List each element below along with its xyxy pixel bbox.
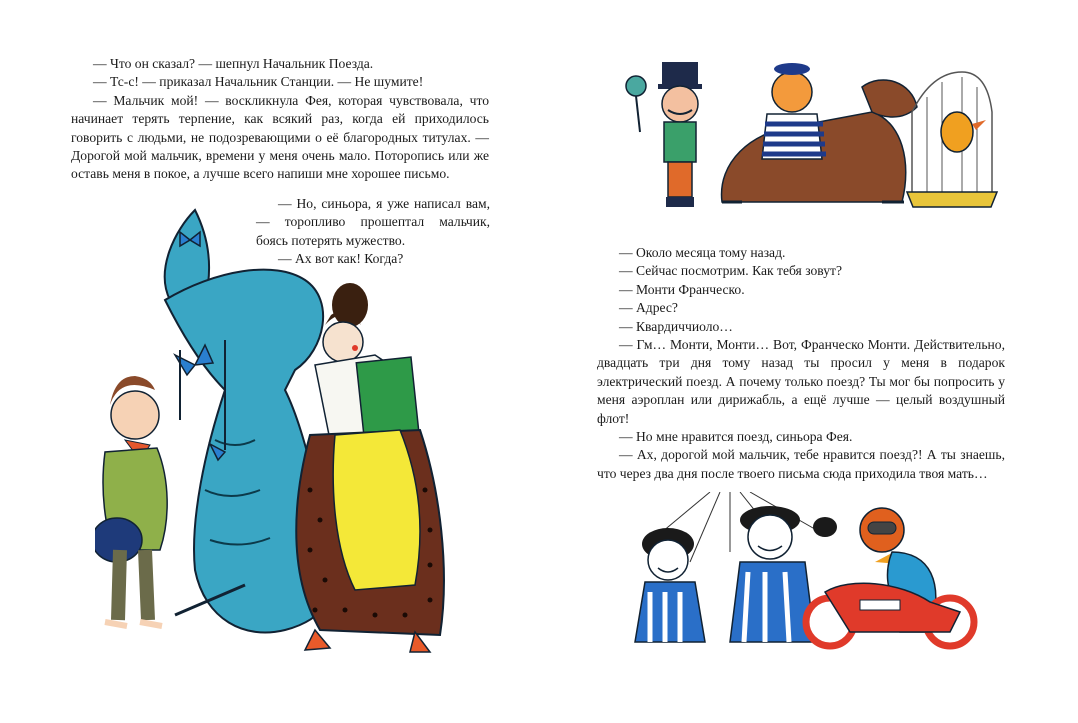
illustration-boy-fairy-maid bbox=[95, 190, 475, 675]
stationmaster-toy bbox=[626, 62, 702, 207]
paragraph: — Адрес? bbox=[619, 300, 678, 316]
paragraph: — Монти Франческо. bbox=[619, 281, 745, 297]
paragraph: — Гм… Монти, Монти… Вот, Франческо Монти. Действительно, двадцать три дня тому назад ты просил у меня в подарок электрический поезд. А почему только поезд? Ты мог бы попросить у меня аэроплан или дирижабль, а ещё лучше — целый воздушный флот! bbox=[597, 337, 1005, 426]
paragraph: — Мальчик мой! — воскликнула Фея, которая чувствовала, что начинает терять терпение, как всякий раз, когда ей приходилось говорить с людьми, не подозревающими о её благородных титулах. — Дорогой мой мальчик, времени у меня очень мало. Поторопись или же оставь меня в покое, а лучше всего напиши мне хорошее письмо. bbox=[71, 92, 489, 182]
puppet-left bbox=[635, 528, 705, 642]
paragraph: — Тс-с! — приказал Начальник Станции. — Не шумите! bbox=[93, 74, 424, 90]
paragraph: — Но мне нравится поезд, синьора Фея. bbox=[619, 429, 853, 445]
illustration-puppets-motorcyclist bbox=[630, 492, 985, 652]
paragraph: — Сейчас посмотрим. Как тебя зовут? bbox=[619, 263, 843, 279]
paragraph: — Но, синьора, я уже написал вам, — торопливо прошептал мальчик, боясь потерять мужество. bbox=[256, 196, 490, 248]
birdcage-toy bbox=[907, 72, 997, 207]
sailor-and-dog bbox=[722, 63, 917, 202]
paragraph: — Квардиччиоло… bbox=[619, 318, 733, 334]
left-top-text bbox=[71, 55, 489, 184]
paragraph: — Что он сказал? — шепнул Начальник Поезда. bbox=[93, 56, 374, 71]
paragraph: — Ах, дорогой мой мальчик, тебе нравится поезд?! А ты знаешь, что через два дня после твоего письма сюда приходила твоя мать… bbox=[597, 447, 1005, 481]
paragraph: — Ах вот как! Когда? bbox=[278, 251, 404, 267]
boy-figure bbox=[95, 376, 167, 626]
right-text bbox=[597, 244, 1005, 483]
paragraph: — Около месяца тому назад. bbox=[619, 245, 786, 260]
illustration-toys-top bbox=[622, 52, 1000, 222]
